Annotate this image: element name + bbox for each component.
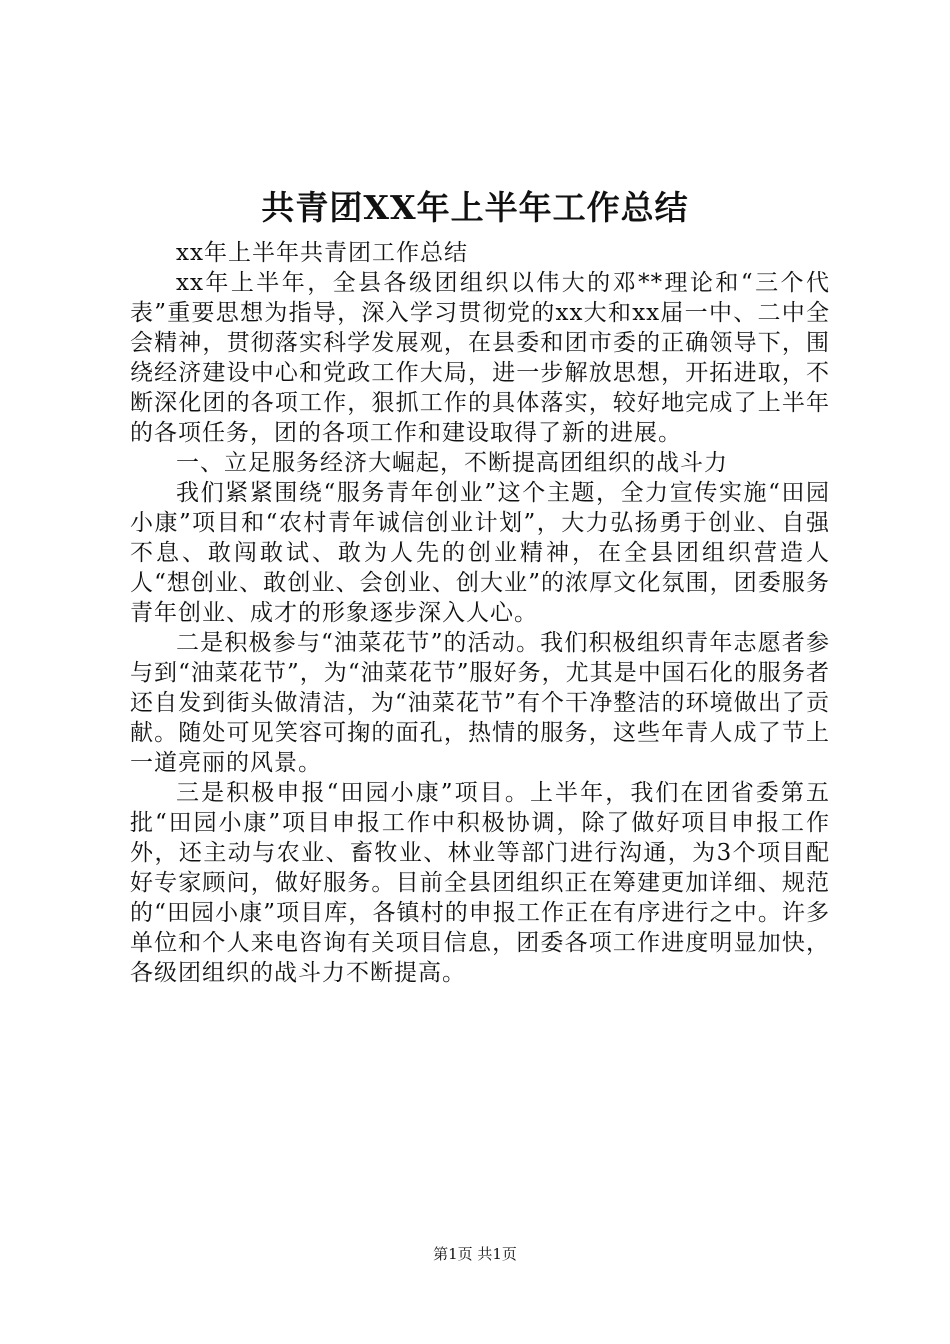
page-footer: 第1页 共1页: [433, 1245, 517, 1263]
document-body: [130, 238, 830, 988]
paragraph-intro: xx年上半年，全县各级团组织以伟大的邓**理论和“三个代表”重要思想为指导，深入学习贯彻党的xx大和xx届一中、二中全会精神，贯彻落实科学发展观，在县委和团市委的正确领导下，围绕经济建设中心和党政工作大局，进一步解放思想，开拓进取，不断深化团的各项工作，狠抓工作的具体落实，较好地完成了上半年的各项任务，团的各项工作和建设取得了新的进展。: [130, 270, 830, 446]
paragraph-body: 我们紧紧围绕“服务青年创业”这个主题，全力宣传实施“田园小康”项目和“农村青年诚信创业计划”，大力弘扬勇于创业、自强不息、敢闯敢试、敢为人先的创业精神，在全县团组织营造人人“想创业、敢创业、会创业、创大业”的浓厚文化氛围，团委服务青年创业、成才的形象逐步深入人心。: [130, 480, 830, 626]
paragraph-body: 二是积极参与“油菜花节”的活动。我们积极组织青年志愿者参与到“油菜花节”，为“油菜花节”服好务，尤其是中国石化的服务者还自发到街头做清洁，为“油菜花节”有个干净整洁的环境做出了贡献。随处可见笑容可掬的面孔，热情的服务，这些年青人成了节上一道亮丽的风景。: [130, 630, 830, 776]
paragraph-subtitle: xx年上半年共青团工作总结: [176, 240, 468, 266]
section-heading-1: 一、立足服务经济大崛起，不断提高团组织的战斗力: [176, 450, 728, 476]
document-title: 共青团XX年上半年工作总结: [261, 188, 689, 227]
paragraph-body: 三是积极申报“田园小康”项目。上半年，我们在团省委第五批“田园小康”项目申报工作中积极协调，除了做好项目申报工作外，还主动与农业、畜牧业、林业等部门进行沟通，为3个项目配好专家顾问，做好服务。目前全县团组织正在筹建更加详细、规范的“田园小康”项目库，各镇村的申报工作正在有序进行之中。许多单位和个人来电咨询有关项目信息，团委各项工作进度明显加快，各级团组织的战斗力不断提高。: [130, 780, 830, 986]
